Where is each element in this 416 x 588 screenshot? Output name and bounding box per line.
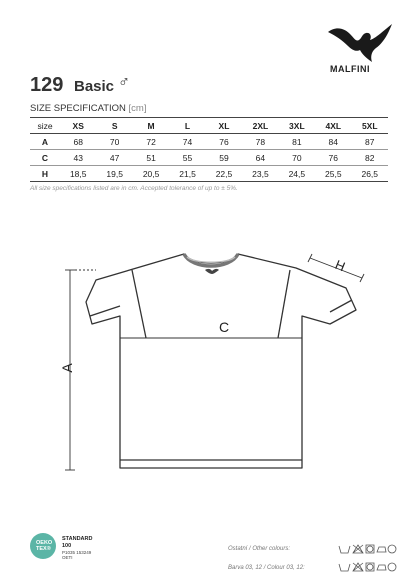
size-header: 5XL [352,118,389,134]
table-corner: size [30,118,60,134]
table-cell: 51 [133,150,169,166]
spec-title-text: SIZE SPECIFICATION [30,103,126,114]
table-cell: 25,5 [315,166,351,182]
table-row [30,150,388,166]
iron-icon [377,547,386,552]
sleeve-hem [90,306,120,316]
table-cell: 74 [169,134,205,150]
standard-code [62,550,91,560]
standard-code-1: P1035 153249 [62,550,92,555]
size-header: 2XL [242,118,278,134]
table-cell: 81 [279,134,315,150]
colour-codes-label: Barva 03, 12 / Colour 03, 12: [228,565,305,571]
table-cell: 21,5 [169,166,205,182]
table-cell: 84 [315,134,351,150]
table-cell: 20,5 [133,166,169,182]
size-table [30,117,388,182]
table-cell: 43 [60,150,96,166]
product-number: 129 [30,74,64,96]
spec-unit: [cm] [128,103,147,114]
tolerance-note: All size specifications listed are in cm. Accepted tolerance of up to ± 5%. [30,185,238,192]
sleeve-seam [278,270,290,338]
size-header: XS [60,118,96,134]
table-header-row [30,118,388,134]
sleeve-seam [132,270,146,338]
size-header: 3XL [279,118,315,134]
size-header: L [169,118,205,134]
table-cell: 68 [60,134,96,150]
table-cell: 26,5 [352,166,389,182]
table-cell: 23,5 [242,166,278,182]
malfini-logo-icon [326,18,396,64]
table-cell: 19,5 [96,166,132,182]
table-cell: 24,5 [279,166,315,182]
table-cell: 76 [206,134,242,150]
gender-symbol-icon: ♂ [118,74,130,91]
oeko-tex-text [36,540,52,552]
care-symbols-row-2 [338,562,398,572]
table-cell: 76 [315,150,351,166]
table-cell: 55 [169,150,205,166]
table-cell: 47 [96,150,132,166]
tshirt-outline [86,254,356,468]
row-label: H [30,166,60,182]
oeko-line-1: OEKO [36,540,53,546]
iron-icon [377,565,386,570]
product-name: Basic [74,78,115,95]
standard-line-1: STANDARD [62,536,93,542]
label-a: A [59,363,75,373]
tshirt-diagram [0,230,416,490]
size-header: 4XL [315,118,351,134]
table-cell: 59 [206,150,242,166]
no-bleach-icon [353,545,363,553]
table-cell: 70 [279,150,315,166]
no-bleach-icon [353,563,363,571]
table-row [30,166,388,182]
label-c: C [218,319,230,335]
row-label: C [30,150,60,166]
table-cell: 18,5 [60,166,96,182]
table-cell: 22,5 [206,166,242,182]
size-header: M [133,118,169,134]
table-cell: 64 [242,150,278,166]
table-cell: 82 [352,150,389,166]
standard-label [62,536,92,549]
table-cell: 87 [352,134,389,150]
label-h: H [333,256,348,275]
wash-icon [339,546,350,553]
dry-clean-icon [388,545,396,553]
collar-logo-icon [205,269,219,274]
dry-clean-icon [388,563,396,571]
table-row [30,134,388,150]
sleeve-hem [330,300,352,312]
spec-title [30,103,146,114]
table-cell: 72 [133,134,169,150]
standard-line-2: 100 [62,542,72,549]
size-header: S [96,118,132,134]
oeko-line-2: TEX® [36,546,51,552]
size-header: XL [206,118,242,134]
row-label: A [30,134,60,150]
table-cell: 78 [242,134,278,150]
measure-c [120,334,302,342]
standard-code-2: OETI [62,555,73,560]
other-colours-label: Ostatní / Other colours: [228,546,291,552]
brand-name: MALFINI [330,64,370,74]
table-cell: 70 [96,134,132,150]
care-symbols-row-1 [338,544,398,554]
wash-icon [339,564,350,571]
